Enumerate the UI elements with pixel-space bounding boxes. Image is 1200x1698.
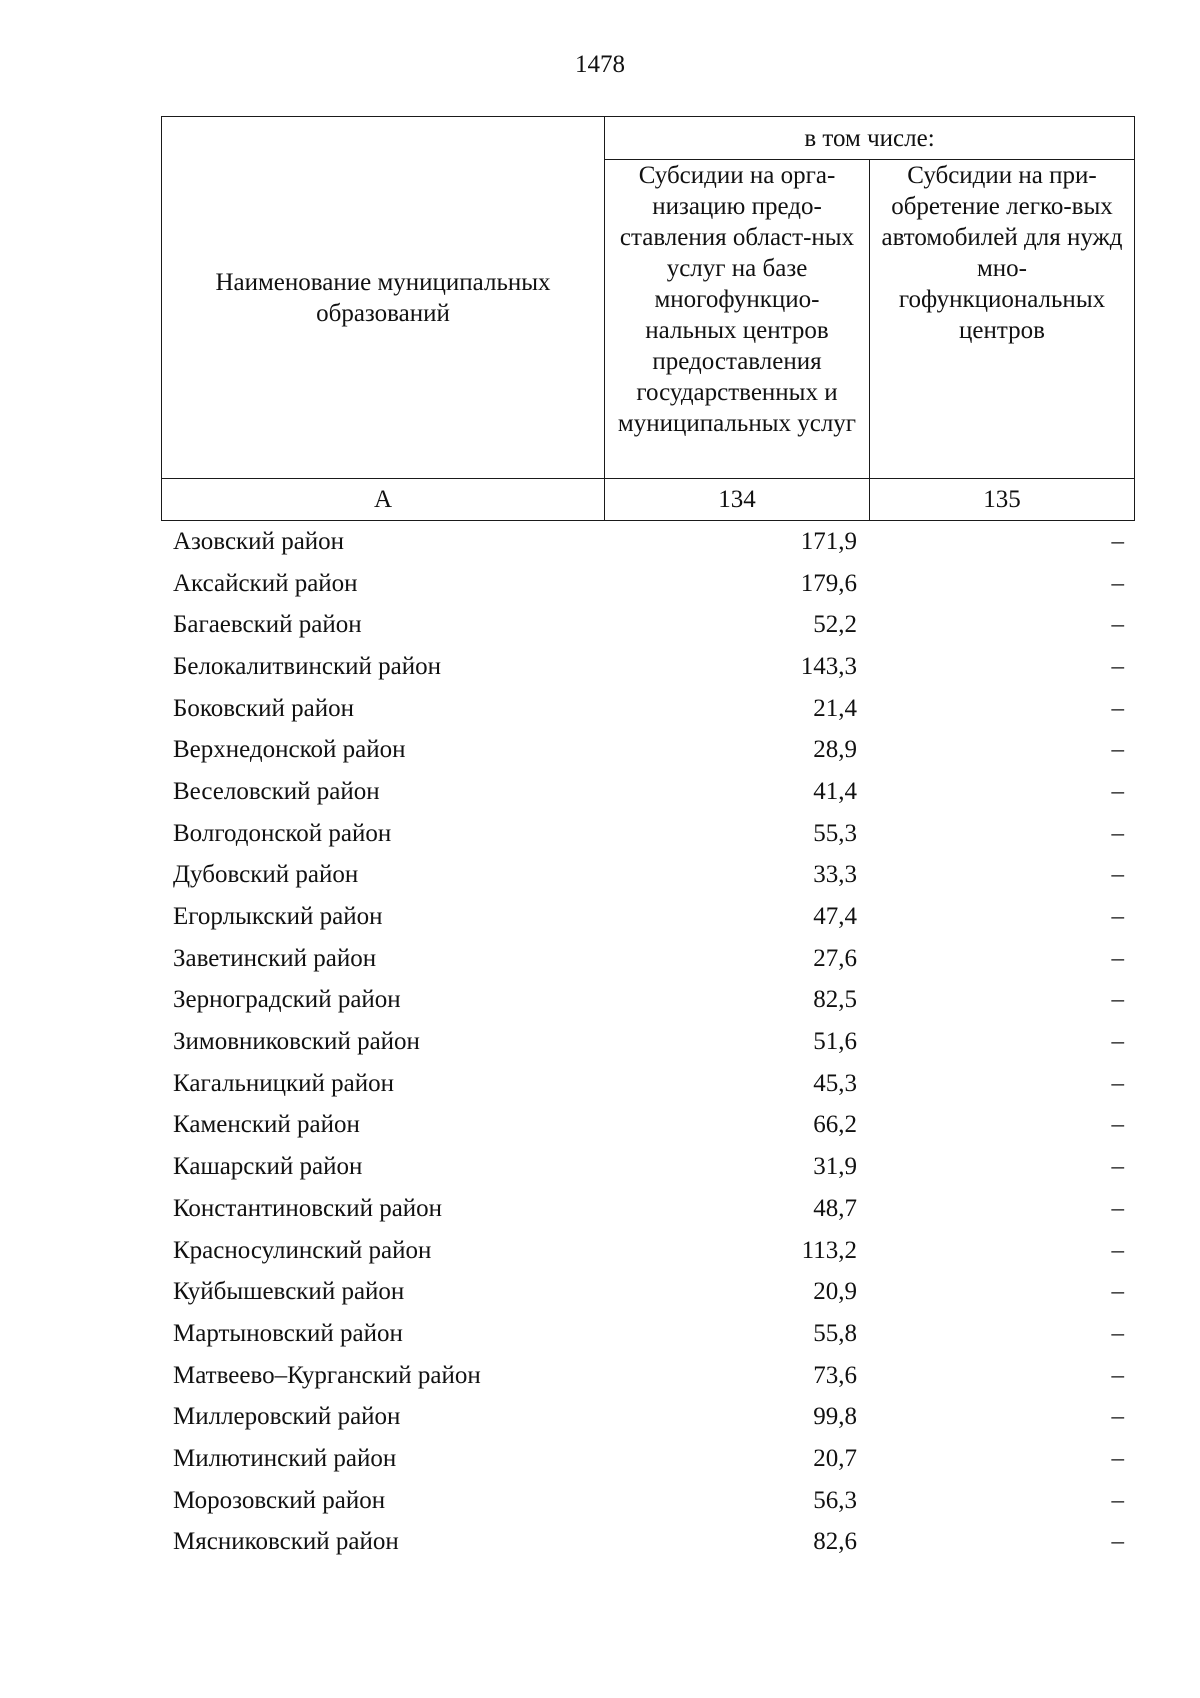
value-135-cell: –	[1111, 986, 1124, 1014]
table-row	[161, 1438, 1134, 1480]
header-municipality-name: Наименование муниципальных образований	[162, 117, 605, 479]
value-135-cell: –	[1111, 944, 1124, 972]
table-row	[161, 1188, 1134, 1230]
value-134-cell: 41,4	[813, 777, 857, 805]
municipality-name-cell: Каменский район	[173, 1111, 360, 1139]
municipality-name-cell: Заветинский район	[173, 944, 377, 972]
table-row	[161, 1313, 1134, 1355]
table-row	[161, 688, 1134, 730]
table-body	[161, 521, 1134, 1563]
table-row	[161, 1146, 1134, 1188]
municipality-name-cell: Мясниковский район	[173, 1528, 399, 1556]
value-135-cell: –	[1111, 903, 1124, 931]
municipality-name-cell: Милютинский район	[173, 1444, 397, 1472]
table-row	[161, 1105, 1134, 1147]
table-row	[161, 521, 1134, 563]
value-135-cell: –	[1111, 1111, 1124, 1139]
value-134-cell: 99,8	[813, 1403, 857, 1431]
table-row	[161, 1021, 1134, 1063]
table-row	[161, 1396, 1134, 1438]
municipality-name-cell: Белокалитвинский район	[173, 652, 441, 680]
value-135-cell: –	[1111, 1278, 1124, 1306]
table-row	[161, 1063, 1134, 1105]
value-135-cell: –	[1111, 861, 1124, 889]
municipality-name-cell: Зерноградский район	[173, 986, 401, 1014]
value-134-cell: 82,6	[813, 1528, 857, 1556]
table-row	[161, 646, 1134, 688]
table-row	[161, 813, 1134, 855]
value-134-cell: 171,9	[800, 527, 857, 555]
value-134-cell: 55,8	[813, 1319, 857, 1347]
table-row	[161, 1271, 1134, 1313]
municipality-name-cell: Матвеево–Курганский район	[173, 1361, 481, 1389]
value-135-cell: –	[1111, 1444, 1124, 1472]
municipality-name-cell: Куйбышевский район	[173, 1278, 405, 1306]
header-num-a: А	[162, 479, 605, 521]
header-col-135: Субсидии на при-обретение легко-вых автомобилей для нужд мно-гофункциональных центров	[870, 160, 1135, 479]
header-including-group: в том числе:	[605, 117, 1135, 160]
value-134-cell: 52,2	[813, 611, 857, 639]
value-134-cell: 45,3	[813, 1069, 857, 1097]
table-row	[161, 938, 1134, 980]
header-num-135: 135	[870, 479, 1135, 521]
value-134-cell: 21,4	[813, 694, 857, 722]
table-row	[161, 855, 1134, 897]
value-134-cell: 143,3	[800, 652, 857, 680]
page-number: 1478	[575, 51, 625, 78]
value-134-cell: 28,9	[813, 736, 857, 764]
value-135-cell: –	[1111, 1403, 1124, 1431]
municipality-name-cell: Кашарский район	[173, 1153, 363, 1181]
value-135-cell: –	[1111, 652, 1124, 680]
table-row	[161, 604, 1134, 646]
value-135-cell: –	[1111, 819, 1124, 847]
value-135-cell: –	[1111, 569, 1124, 597]
municipality-name-cell: Мартыновский район	[173, 1319, 403, 1347]
value-135-cell: –	[1111, 1528, 1124, 1556]
value-134-cell: 20,7	[813, 1444, 857, 1472]
value-135-cell: –	[1111, 1236, 1124, 1264]
municipality-name-cell: Зимовниковский район	[173, 1028, 420, 1056]
table-row	[161, 1355, 1134, 1397]
table-row	[161, 1230, 1134, 1272]
municipality-name-cell: Константиновский район	[173, 1194, 443, 1222]
value-134-cell: 20,9	[813, 1278, 857, 1306]
value-134-cell: 51,6	[813, 1028, 857, 1056]
municipality-name-cell: Морозовский район	[173, 1486, 386, 1514]
municipality-name-cell: Азовский район	[173, 527, 345, 555]
value-135-cell: –	[1111, 527, 1124, 555]
table-row	[161, 1480, 1134, 1522]
value-134-cell: 73,6	[813, 1361, 857, 1389]
value-134-cell: 27,6	[813, 944, 857, 972]
subsidies-table	[161, 116, 1134, 1563]
value-134-cell: 33,3	[813, 861, 857, 889]
value-134-cell: 55,3	[813, 819, 857, 847]
municipality-name-cell: Аксайский район	[173, 569, 358, 597]
value-134-cell: 66,2	[813, 1111, 857, 1139]
value-134-cell: 47,4	[813, 903, 857, 931]
municipality-name-cell: Дубовский район	[173, 861, 359, 889]
value-135-cell: –	[1111, 1194, 1124, 1222]
header-num-134: 134	[605, 479, 870, 521]
value-134-cell: 31,9	[813, 1153, 857, 1181]
value-134-cell: 179,6	[800, 569, 857, 597]
municipality-name-cell: Кагальницкий район	[173, 1069, 395, 1097]
municipality-name-cell: Багаевский район	[173, 611, 362, 639]
municipality-name-cell: Волгодонской район	[173, 819, 392, 847]
municipality-name-cell: Боковский район	[173, 694, 354, 722]
value-134-cell: 48,7	[813, 1194, 857, 1222]
value-135-cell: –	[1111, 736, 1124, 764]
value-134-cell: 56,3	[813, 1486, 857, 1514]
value-135-cell: –	[1111, 1069, 1124, 1097]
municipality-name-cell: Красносулинский район	[173, 1236, 432, 1264]
value-135-cell: –	[1111, 777, 1124, 805]
value-135-cell: –	[1111, 1153, 1124, 1181]
municipality-name-cell: Верхнедонской район	[173, 736, 406, 764]
value-135-cell: –	[1111, 1319, 1124, 1347]
table-row	[161, 563, 1134, 605]
table-row	[161, 1522, 1134, 1564]
value-135-cell: –	[1111, 1028, 1124, 1056]
value-135-cell: –	[1111, 694, 1124, 722]
value-135-cell: –	[1111, 1361, 1124, 1389]
table-header	[161, 116, 1135, 521]
value-135-cell: –	[1111, 611, 1124, 639]
municipality-name-cell: Миллеровский район	[173, 1403, 401, 1431]
table-row	[161, 980, 1134, 1022]
municipality-name-cell: Веселовский район	[173, 777, 380, 805]
table-row	[161, 729, 1134, 771]
value-134-cell: 113,2	[801, 1236, 857, 1264]
table-row	[161, 896, 1134, 938]
table-row	[161, 771, 1134, 813]
municipality-name-cell: Егорлыкский район	[173, 903, 383, 931]
value-135-cell: –	[1111, 1486, 1124, 1514]
value-134-cell: 82,5	[813, 986, 857, 1014]
header-col-134: Субсидии на орга-низацию предо-ставления област-ных услуг на базе многофункцио-нальных центров предоставления государственных и муниципальных услуг	[605, 160, 870, 479]
